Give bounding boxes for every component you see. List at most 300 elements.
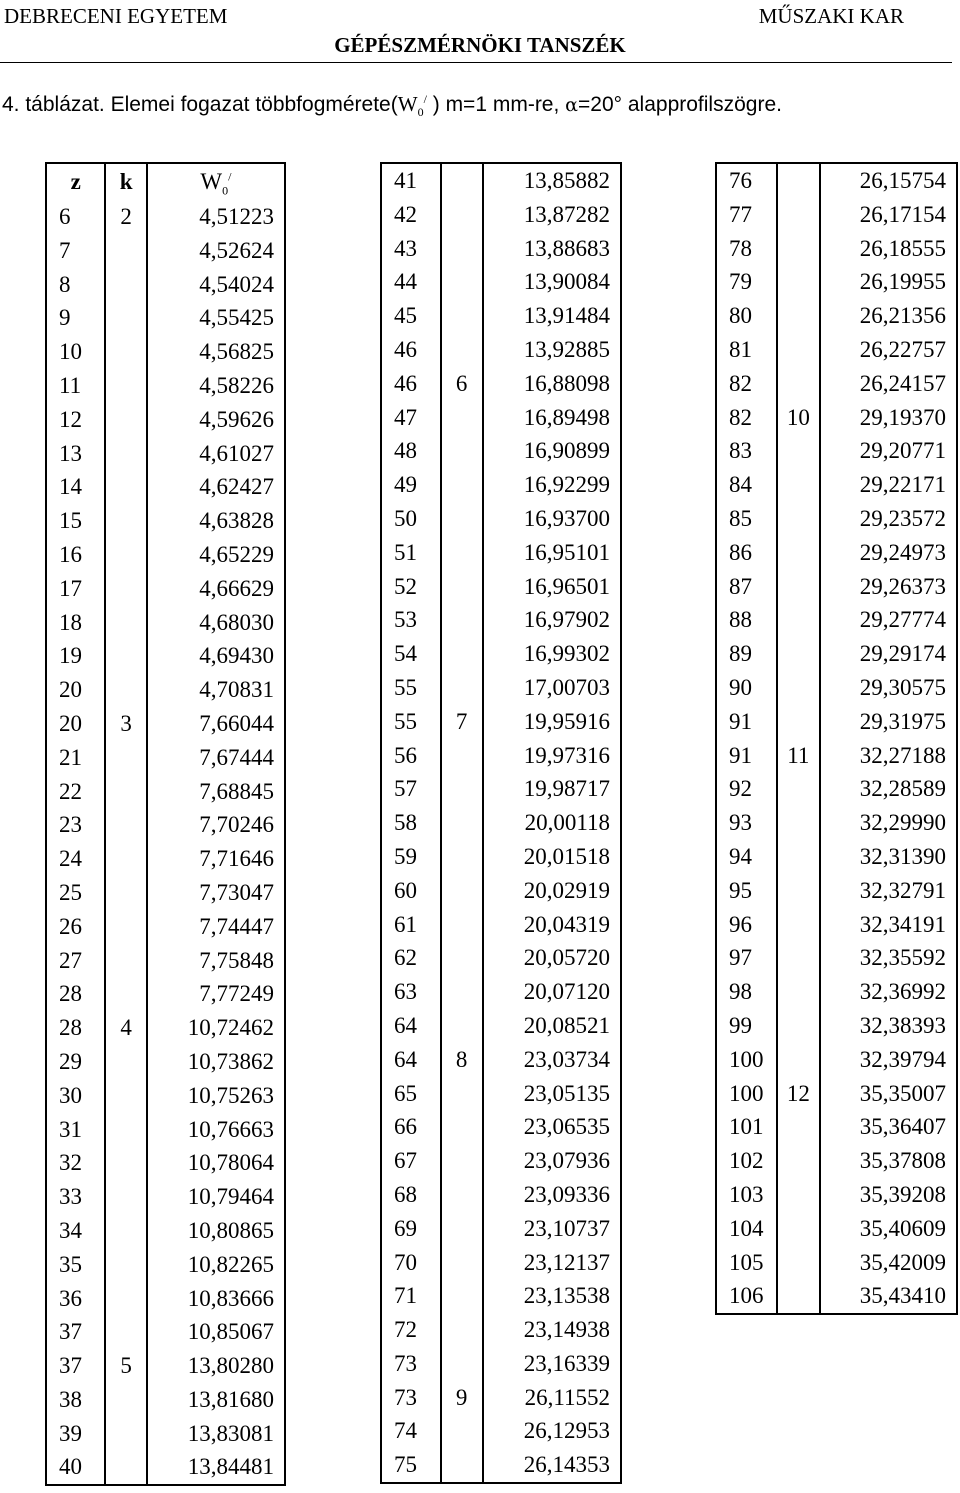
cell-k [777,671,820,705]
cell-w0: 4,61027 [147,437,285,471]
cell-z: 55 [381,671,441,705]
caption-w-symbol: $W_0^/$ [397,92,427,120]
table-row [46,775,285,809]
cell-k [777,333,820,367]
cell-w0: 29,27774 [820,603,957,637]
cell-z: 52 [381,570,441,604]
cell-w0: 4,68030 [147,606,285,640]
table-row [46,335,285,369]
cell-w0: 7,68845 [147,775,285,809]
cell-z: 27 [46,944,105,978]
cell-w0: 4,66629 [147,572,285,606]
cell-k [441,1448,483,1483]
cell-k [441,1414,483,1448]
cell-k: 2 [105,200,146,234]
cell-w0: 16,96501 [483,570,621,604]
table-row [716,705,957,739]
cell-w0: 7,73047 [147,876,285,910]
cell-k [441,434,483,468]
cell-z: 57 [381,772,441,806]
cell-z: 73 [381,1347,441,1381]
cell-w0: 10,72462 [147,1011,285,1045]
cell-w0: 4,63828 [147,504,285,538]
cell-z: 43 [381,232,441,266]
cell-z: 100 [716,1043,777,1077]
cell-z: 32 [46,1146,105,1180]
cell-w0: 10,83666 [147,1282,285,1316]
cell-z: 100 [716,1077,777,1111]
cell-z: 82 [716,367,777,401]
cell-k [441,1077,483,1111]
cell-w0: 7,67444 [147,741,285,775]
cell-z: 21 [46,741,105,775]
table-row [46,1079,285,1113]
cell-k [441,772,483,806]
cell-w0: 32,36992 [820,975,957,1009]
cell-z: 8 [46,268,105,302]
cell-z: 74 [381,1414,441,1448]
table-row [716,941,957,975]
cell-w0: 13,81680 [147,1383,285,1417]
cell-w0: 23,14938 [483,1313,621,1347]
cell-k [441,637,483,671]
cell-w0: 10,82265 [147,1248,285,1282]
cell-z: 70 [381,1246,441,1280]
table-row [46,1180,285,1214]
cell-w0: 19,97316 [483,739,621,773]
cell-k: 10 [777,401,820,435]
cell-w0: 4,62427 [147,470,285,504]
table-row [716,1009,957,1043]
cell-k [777,434,820,468]
table-row [381,434,621,468]
table-row [46,504,285,538]
cell-w0: 4,54024 [147,268,285,302]
table-row [381,1178,621,1212]
cell-w0: 10,80865 [147,1214,285,1248]
cell-z: 35 [46,1248,105,1282]
cell-z: 13 [46,437,105,471]
table-row [716,198,957,232]
table-row [381,941,621,975]
cell-k [777,1144,820,1178]
cell-z: 16 [46,538,105,572]
cell-k [441,1009,483,1043]
cell-z: 61 [381,908,441,942]
table-row [46,1045,285,1079]
cell-w0: 16,88098 [483,367,621,401]
caption-prefix: 4. táblázat. Elemei fogazat többfogmérete( [2,93,398,116]
cell-w0: 13,84481 [147,1450,285,1485]
cell-z: 71 [381,1279,441,1313]
table-row [716,163,957,198]
cell-z: 88 [716,603,777,637]
table-header-row [46,163,285,200]
cell-w0: 16,95101 [483,536,621,570]
table-row [716,637,957,671]
cell-z: 83 [716,434,777,468]
cell-z: 87 [716,570,777,604]
table-row [46,470,285,504]
cell-w0: 4,52624 [147,234,285,268]
cell-k [105,1045,146,1079]
cell-k [441,333,483,367]
table-row [381,232,621,266]
cell-z: 31 [46,1113,105,1147]
cell-k [441,401,483,435]
cell-k [777,468,820,502]
cell-z: 7 [46,234,105,268]
cell-w0: 29,31975 [820,705,957,739]
table-row [46,538,285,572]
cell-z: 56 [381,739,441,773]
cell-k [777,265,820,299]
header-department: GÉPÉSZMÉRNÖKI TANSZÉK [334,33,626,57]
cell-k [105,1282,146,1316]
table-row [716,874,957,908]
cell-k [441,806,483,840]
table-row [381,1009,621,1043]
cell-z: 20 [46,707,105,741]
table-row [46,639,285,673]
table-row [381,1212,621,1246]
cell-z: 97 [716,941,777,975]
table-row [381,1381,621,1415]
table-row [381,1347,621,1381]
table-row [716,603,957,637]
cell-k [105,1450,146,1485]
cell-w0: 23,06535 [483,1110,621,1144]
cell-z: 86 [716,536,777,570]
table-row [381,502,621,536]
cell-w0: 29,26373 [820,570,957,604]
cell-w0: 16,99302 [483,637,621,671]
cell-w0: 7,71646 [147,842,285,876]
cell-w0: 13,87282 [483,198,621,232]
cell-z: 102 [716,1144,777,1178]
table-row [46,1349,285,1383]
table-row [716,908,957,942]
cell-z: 45 [381,299,441,333]
table-row [716,468,957,502]
cell-w0: 26,21356 [820,299,957,333]
cell-z: 28 [46,1011,105,1045]
cell-z: 105 [716,1246,777,1280]
cell-z: 101 [716,1110,777,1144]
cell-k [105,268,146,302]
cell-k [105,335,146,369]
cell-k [777,772,820,806]
cell-z: 46 [381,333,441,367]
cell-z: 29 [46,1045,105,1079]
cell-k [105,741,146,775]
table-row [46,977,285,1011]
table-row [46,673,285,707]
cell-z: 18 [46,606,105,640]
cell-z: 91 [716,739,777,773]
table-row [46,1214,285,1248]
cell-z: 65 [381,1077,441,1111]
cell-w0: 13,83081 [147,1417,285,1451]
cell-w0: 16,97902 [483,603,621,637]
table-row [46,1113,285,1147]
cell-k [441,232,483,266]
cell-k [441,1313,483,1347]
cell-k [105,808,146,842]
table-row [716,840,957,874]
cell-z: 99 [716,1009,777,1043]
table-row [716,401,957,435]
table-row [716,265,957,299]
table-row [381,265,621,299]
cell-z: 19 [46,639,105,673]
cell-k [441,468,483,502]
cell-k [777,163,820,198]
table-row [46,741,285,775]
table-row [46,268,285,302]
cell-z: 58 [381,806,441,840]
cell-w0: 10,85067 [147,1315,285,1349]
cell-k [777,1178,820,1212]
cell-z: 106 [716,1279,777,1314]
cell-k [441,908,483,942]
cell-z: 41 [381,163,441,198]
table-row [381,536,621,570]
table-row [46,842,285,876]
cell-k [777,1246,820,1280]
table-row [381,367,621,401]
cell-k [105,437,146,471]
cell-k [105,234,146,268]
cell-w0: 20,00118 [483,806,621,840]
table-row [381,705,621,739]
table-row [46,1146,285,1180]
table-row [716,502,957,536]
table-row [381,1077,621,1111]
cell-w0: 20,07120 [483,975,621,1009]
header-university: DEBRECENI EGYETEM [4,4,228,28]
header-k: k [105,163,146,200]
cell-z: 10 [46,335,105,369]
cell-k [777,536,820,570]
cell-w0: 26,19955 [820,265,957,299]
cell-k [105,1214,146,1248]
cell-k [105,1146,146,1180]
cell-z: 37 [46,1349,105,1383]
cell-w0: 4,55425 [147,301,285,335]
cell-z: 72 [381,1313,441,1347]
cell-k [777,975,820,1009]
cell-k [105,538,146,572]
cell-w0: 26,17154 [820,198,957,232]
cell-k [777,1009,820,1043]
cell-z: 37 [46,1315,105,1349]
table-row [381,333,621,367]
table-row [381,975,621,1009]
table-row [716,536,957,570]
cell-w0: 4,70831 [147,673,285,707]
cell-k: 5 [105,1349,146,1383]
cell-k [105,1180,146,1214]
cell-z: 68 [381,1178,441,1212]
table-row [381,468,621,502]
table-row [381,671,621,705]
cell-z: 95 [716,874,777,908]
cell-k: 8 [441,1043,483,1077]
table-row [716,806,957,840]
cell-z: 12 [46,403,105,437]
cell-w0: 16,93700 [483,502,621,536]
cell-z: 49 [381,468,441,502]
cell-z: 80 [716,299,777,333]
cell-k [441,163,483,198]
cell-k [777,840,820,874]
cell-w0: 35,43410 [820,1279,957,1314]
table-row [381,299,621,333]
cell-k: 4 [105,1011,146,1045]
cell-z: 55 [381,705,441,739]
table-row [381,739,621,773]
table-row [381,908,621,942]
cell-w0: 13,85882 [483,163,621,198]
cell-k [777,1110,820,1144]
table-row [46,369,285,403]
cell-z: 46 [381,367,441,401]
cell-w0: 7,74447 [147,910,285,944]
cell-z: 23 [46,808,105,842]
table-row [716,367,957,401]
cell-k [441,299,483,333]
cell-z: 17 [46,572,105,606]
cell-w0: 23,12137 [483,1246,621,1280]
cell-w0: 4,65229 [147,538,285,572]
cell-w0: 23,10737 [483,1212,621,1246]
cell-w0: 16,92299 [483,468,621,502]
cell-w0: 35,42009 [820,1246,957,1280]
cell-w0: 20,05720 [483,941,621,975]
cell-w0: 7,66044 [147,707,285,741]
cell-z: 98 [716,975,777,1009]
cell-w0: 29,20771 [820,434,957,468]
cell-k [777,198,820,232]
cell-k [105,977,146,1011]
cell-k [105,301,146,335]
cell-w0: 32,39794 [820,1043,957,1077]
cell-k [441,1110,483,1144]
cell-z: 90 [716,671,777,705]
cell-z: 69 [381,1212,441,1246]
cell-k [441,536,483,570]
cell-z: 59 [381,840,441,874]
table-row [381,772,621,806]
cell-w0: 13,92885 [483,333,621,367]
cell-k [777,570,820,604]
cell-z: 14 [46,470,105,504]
table-row [716,1279,957,1314]
table-row [46,301,285,335]
cell-z: 60 [381,874,441,908]
cell-z: 78 [716,232,777,266]
cell-k: 6 [441,367,483,401]
cell-w0: 26,24157 [820,367,957,401]
cell-k [777,367,820,401]
cell-k [105,842,146,876]
table-row [381,570,621,604]
table-row [716,333,957,367]
cell-w0: 32,28589 [820,772,957,806]
cell-k [777,603,820,637]
cell-w0: 32,35592 [820,941,957,975]
cell-w0: 23,13538 [483,1279,621,1313]
cell-w0: 32,32791 [820,874,957,908]
table-row [46,1450,285,1485]
table-row [716,1043,957,1077]
cell-z: 81 [716,333,777,367]
cell-z: 33 [46,1180,105,1214]
cell-z: 26 [46,910,105,944]
cell-z: 67 [381,1144,441,1178]
table-row [381,637,621,671]
cell-k [777,1043,820,1077]
cell-k [105,639,146,673]
cell-k [777,908,820,942]
cell-z: 51 [381,536,441,570]
cell-k [105,1383,146,1417]
table-row [46,910,285,944]
table-row [46,707,285,741]
table-row [381,1313,621,1347]
cell-k [105,606,146,640]
cell-w0: 29,19370 [820,401,957,435]
cell-k: 7 [441,705,483,739]
cell-w0: 23,05135 [483,1077,621,1111]
cell-w0: 7,77249 [147,977,285,1011]
cell-w0: 10,76663 [147,1113,285,1147]
cell-k [105,470,146,504]
cell-z: 85 [716,502,777,536]
cell-w0: 35,37808 [820,1144,957,1178]
cell-w0: 17,00703 [483,671,621,705]
cell-z: 24 [46,842,105,876]
table-row [46,200,285,234]
table-row [716,739,957,773]
table-row [716,232,957,266]
cell-w0: 10,79464 [147,1180,285,1214]
cell-w0: 29,23572 [820,502,957,536]
cell-w0: 10,73862 [147,1045,285,1079]
table-row [46,437,285,471]
table-row [381,1110,621,1144]
table-row [46,606,285,640]
cell-z: 28 [46,977,105,1011]
cell-k [105,673,146,707]
table-row [716,772,957,806]
header-faculty: MŰSZAKI KAR [758,4,904,28]
table-row [716,1246,957,1280]
cell-k [441,874,483,908]
cell-w0: 32,38393 [820,1009,957,1043]
cell-z: 73 [381,1381,441,1415]
cell-k [441,502,483,536]
table-row [46,1315,285,1349]
cell-k [441,840,483,874]
cell-z: 25 [46,876,105,910]
cell-w0: 35,35007 [820,1077,957,1111]
cell-w0: 23,09336 [483,1178,621,1212]
cell-k: 3 [105,707,146,741]
table-row [46,1248,285,1282]
cell-w0: 13,90084 [483,265,621,299]
